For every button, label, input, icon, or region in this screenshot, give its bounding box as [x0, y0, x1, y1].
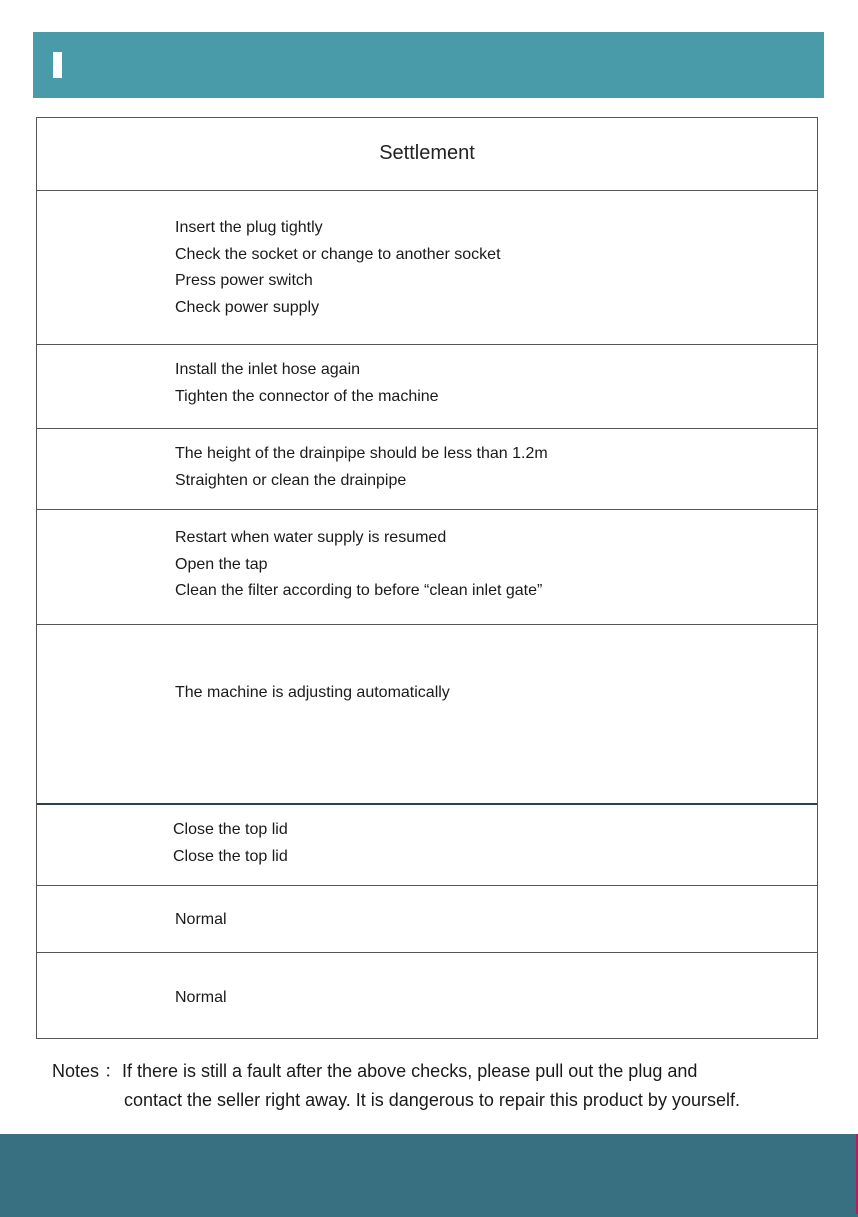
settlement-text: The machine is adjusting automatically — [175, 684, 450, 701]
settlement-text: Close the top lid — [173, 821, 288, 838]
table-row — [37, 886, 817, 953]
settlement-text: Restart when water supply is resumed — [175, 529, 447, 546]
table-row — [37, 510, 817, 625]
settlement-text: Straighten or clean the drainpipe — [175, 471, 407, 489]
notes-line-2: contact the seller right away. It is dangerous to repair this product by yourself. — [124, 1090, 740, 1110]
settlement-text: Clean the filter according to before “clean inlet gate” — [175, 582, 543, 599]
settlement-text: Check power supply — [175, 298, 320, 316]
settlement-text: Insert the plug tightly — [175, 219, 323, 236]
table-row — [37, 805, 817, 886]
notes-line-1: Notes ：If there is still a fault after the above checks, please pull out the plug and — [52, 1061, 698, 1081]
table-row — [37, 953, 817, 1038]
table-row — [37, 345, 817, 429]
settlement-text: Check the socket or change to another socket — [175, 245, 501, 263]
settlement-text: Install the inlet hose again — [175, 361, 361, 378]
settlement-text: The height of the drainpipe should be less than 1.2m — [175, 445, 548, 462]
header-mark — [53, 52, 62, 78]
table-row — [37, 191, 817, 345]
table-row — [37, 625, 817, 805]
settlement-text: Press power switch — [175, 272, 313, 289]
table-header-row — [37, 118, 817, 191]
settlement-text: Normal — [175, 989, 227, 1006]
settlement-header: Settlement — [379, 142, 475, 164]
settlement-text: Open the tap — [175, 555, 268, 573]
settlement-text: Normal — [175, 911, 227, 928]
footer-bar — [0, 1134, 858, 1217]
settlement-text: Tighten the connector of the machine — [175, 387, 439, 405]
notes — [52, 1057, 740, 1115]
table-row — [37, 429, 817, 510]
troubleshooting-table — [36, 117, 818, 1039]
settlement-text: Close the top lid — [173, 847, 288, 865]
header-bar — [33, 32, 824, 98]
